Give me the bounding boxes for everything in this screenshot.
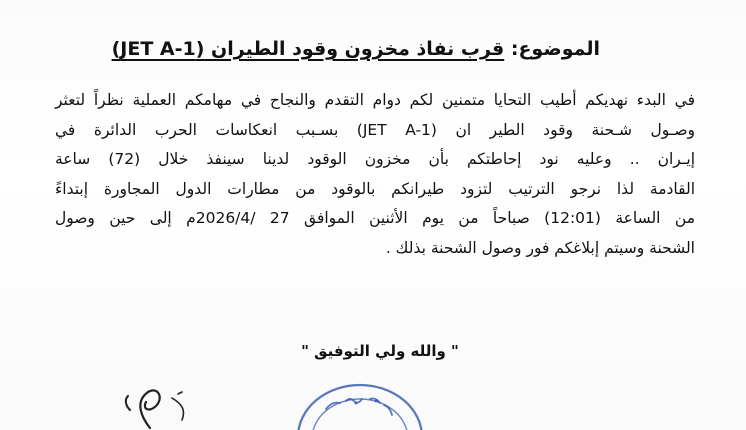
subject-text: قرب نفاذ مخزون وقود الطيران (JET A-1) xyxy=(111,38,505,60)
subject-line xyxy=(111,38,600,60)
letter-body xyxy=(55,86,695,263)
body-line: الشحنة وسيتم إبلاغكم فور وصول الشحنة بذلك . xyxy=(385,238,695,257)
official-stamp xyxy=(290,375,430,430)
body-line: إيـران .. وعليه نود إحاطتكم بأن مخزون الوقود لدينا سينفذ خلال (72) ساعة xyxy=(55,150,696,168)
body-line: في البدء نهديكم أطيب التحايا متمنين لكم دوام التقدم والنجاح في مهامكم العملية نظراً لتعثر xyxy=(55,91,695,109)
subject-label: الموضوع: xyxy=(510,38,600,60)
closing-phrase: " والله ولي التوفيق " xyxy=(301,342,459,360)
body-line: القادمة لذا نرجو الترتيب لتزود طيرانكم بالوقود من مطارات الدول المجاورة إبتداءً xyxy=(55,179,695,198)
body-line: وصـول شـحنة وقود الطير ان (JET A-1) بسـبب انعكاسات الحرب الدائرة في xyxy=(55,120,695,139)
signature-mark xyxy=(112,380,212,430)
body-line: من الساعة (12:01) صباحاً من يوم الأثنين الموافق 27 /2026/4م إلى حين وصول xyxy=(55,209,695,227)
